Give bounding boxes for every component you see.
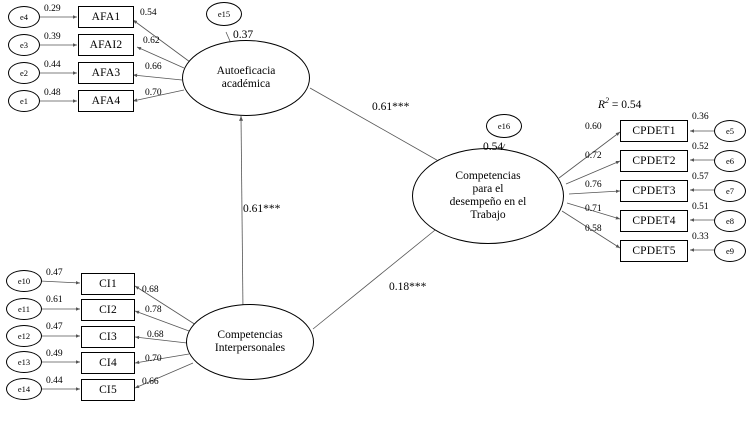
error-term-e11: [6, 298, 42, 320]
disturbance-value-e15: 0.37: [233, 29, 254, 41]
error-label: e9: [725, 246, 735, 256]
indicator-cpdet2: [620, 150, 688, 172]
indicator-label: AFAI2: [89, 39, 123, 51]
error-term-e7: [714, 180, 746, 202]
indicator-label: CI5: [99, 384, 117, 396]
indicator-label: AFA4: [91, 95, 121, 107]
error-label: e8: [725, 216, 735, 226]
loading-afa3: 0.66: [145, 62, 162, 72]
indicator-cpdet5: [620, 240, 688, 262]
indicator-cpdet4: [620, 210, 688, 232]
indicator-afai2: [78, 34, 134, 56]
error-variance-e10: 0.47: [46, 268, 63, 278]
error-variance-e1: 0.48: [44, 88, 61, 98]
error-variance-e2: 0.44: [44, 60, 61, 70]
error-variance-e4: 0.29: [44, 4, 61, 14]
loading-ci1: 0.68: [142, 285, 159, 295]
indicator-label: CI2: [99, 304, 117, 316]
indicator-ci1: [81, 273, 135, 295]
error-variance-e13: 0.49: [46, 349, 63, 359]
indicator-ci4: [81, 352, 135, 374]
error-label: e13: [17, 357, 31, 367]
error-term-e5: [714, 120, 746, 142]
loading-afa4: 0.70: [145, 88, 162, 98]
indicator-label: AFA3: [91, 67, 121, 79]
error-label: e12: [17, 331, 31, 341]
error-term-e1: [8, 90, 40, 112]
loading-ci4: 0.70: [145, 354, 162, 364]
error-term-e2: [8, 62, 40, 84]
latent-label-line4: Trabajo: [470, 209, 506, 222]
error-label: e2: [19, 68, 29, 78]
loading-ci5: 0.66: [142, 377, 159, 387]
error-term-e4: [8, 6, 40, 28]
loading-ci3: 0.68: [147, 330, 164, 340]
latent-label-line2: para el: [472, 182, 504, 195]
indicator-label: CPDET3: [632, 185, 676, 197]
loading-ci2: 0.78: [145, 305, 162, 315]
error-label: e6: [725, 156, 735, 166]
latent-label-line2: Interpersonales: [214, 342, 286, 354]
indicator-label: CPDET1: [632, 125, 676, 137]
loading-cpdet3: 0.76: [585, 180, 602, 190]
loading-afa1: 0.54: [140, 8, 157, 18]
error-label: e7: [725, 186, 735, 196]
indicator-ci3: [81, 326, 135, 348]
error-term-e10: [6, 270, 42, 292]
latent-competencias-desempeno-trabajo: [412, 148, 564, 244]
error-label: e1: [19, 96, 29, 106]
latent-autoeficacia-academica: [182, 40, 310, 116]
error-label: e11: [18, 304, 30, 314]
disturbance-e16: [486, 114, 522, 138]
error-term-e12: [6, 325, 42, 347]
error-variance-e12: 0.47: [46, 322, 63, 332]
path-label-ci-to-cpdet: 0.18***: [389, 281, 427, 293]
indicator-label: CPDET4: [632, 215, 676, 227]
error-label: e5: [725, 126, 735, 136]
error-term-e13: [6, 351, 42, 373]
disturbance-e15: [206, 2, 242, 26]
error-label: e14: [17, 384, 31, 394]
latent-label-line2: académica: [221, 78, 271, 90]
indicator-label: CPDET2: [632, 155, 676, 167]
error-variance-e9: 0.33: [692, 232, 709, 242]
error-term-e9: [714, 240, 746, 262]
loading-cpdet5: 0.58: [585, 224, 602, 234]
disturbance-value-e16: 0.54: [483, 141, 504, 153]
r-squared-label: [598, 96, 641, 111]
path-label-afa-to-cpdet: 0.61***: [372, 101, 410, 113]
error-label: e10: [17, 276, 31, 286]
latent-label-line1: Competencias: [455, 169, 521, 182]
indicator-label: AFA1: [91, 11, 121, 23]
indicator-label: CI3: [99, 331, 117, 343]
error-term-e6: [714, 150, 746, 172]
path-label-ci-to-afa: 0.61***: [243, 203, 281, 215]
error-variance-e14: 0.44: [46, 376, 63, 386]
indicator-cpdet3: [620, 180, 688, 202]
loading-cpdet1: 0.60: [585, 122, 602, 132]
error-variance-e3: 0.39: [44, 32, 61, 42]
r2-value: = 0.54: [611, 98, 642, 111]
indicator-ci5: [81, 379, 135, 401]
error-variance-e7: 0.57: [692, 172, 709, 182]
error-label: e3: [19, 40, 29, 50]
loading-afai2: 0.62: [143, 36, 160, 46]
error-label: e4: [19, 12, 29, 22]
indicator-label: CI1: [99, 278, 117, 290]
error-term-e8: [714, 210, 746, 232]
indicator-afa1: [78, 6, 134, 28]
disturbance-label: e15: [217, 9, 231, 19]
r2-exponent: 2: [605, 96, 610, 105]
error-variance-e11: 0.61: [46, 295, 63, 305]
latent-label-line1: Competencias: [217, 328, 283, 341]
indicator-ci2: [81, 299, 135, 321]
indicator-afa3: [78, 62, 134, 84]
error-variance-e8: 0.51: [692, 202, 709, 212]
indicator-cpdet1: [620, 120, 688, 142]
disturbance-label: e16: [497, 121, 511, 131]
error-term-e3: [8, 34, 40, 56]
r2-letter: R: [598, 98, 606, 111]
latent-competencias-interpersonales: [186, 304, 314, 380]
indicator-label: CPDET5: [632, 245, 676, 257]
indicator-afa4: [78, 90, 134, 112]
loading-cpdet2: 0.72: [585, 151, 602, 161]
loading-cpdet4: 0.71: [585, 204, 602, 214]
indicator-label: CI4: [99, 357, 117, 369]
latent-label-line1: Autoeficacia: [216, 64, 276, 77]
error-term-e14: [6, 378, 42, 400]
latent-label-line3: desempeño en el: [449, 196, 527, 208]
error-variance-e5: 0.36: [692, 112, 709, 122]
error-variance-e6: 0.52: [692, 142, 709, 152]
